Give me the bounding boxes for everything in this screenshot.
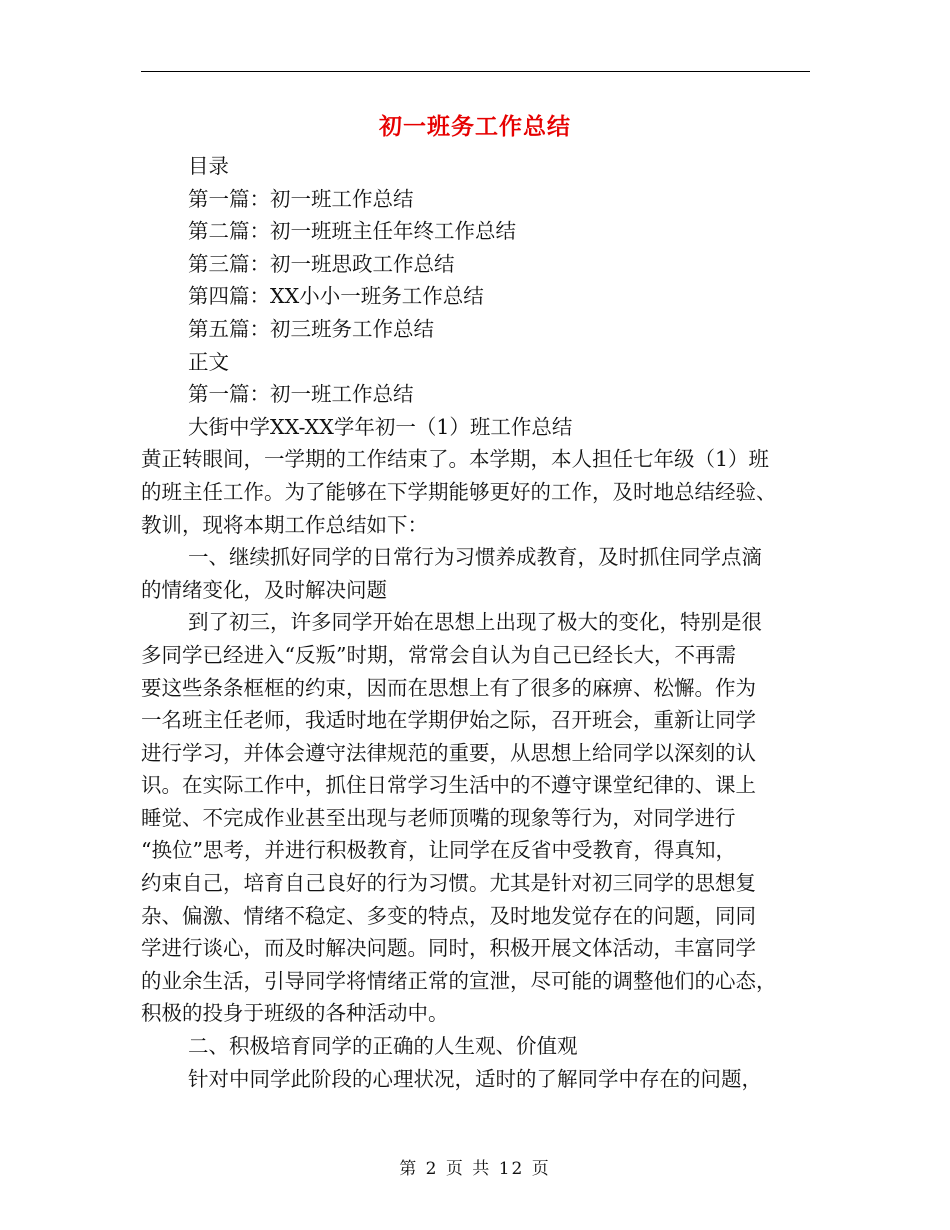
paragraph-line: 的情绪变化，及时解决问题 — [141, 577, 387, 602]
paragraph-line: 教训，现将本期工作总结如下： — [141, 512, 428, 537]
paragraph-line: 积极的投身于班级的各种活动中。 — [141, 1001, 449, 1026]
toc-item: 第三篇：初一班思政工作总结 — [188, 251, 455, 276]
paragraph-line: 的班主任工作。为了能够在下学期能够更好的工作，及时地总结经验、 — [141, 479, 777, 504]
paragraph-line: “换位”思考，并进行积极教育，让同学在反省中受教育，得真知， — [141, 838, 736, 863]
paragraph-line: 进行学习，并体会遵守法律规范的重要，从思想上给同学以深刻的认 — [141, 740, 756, 765]
page-number: 第 2 页 共 12 页 — [399, 1159, 551, 1179]
paragraph-line: 杂、偏激、情绪不稳定、多变的特点，及时地发觉存在的问题，同同 — [141, 903, 756, 928]
toc-heading: 目录 — [188, 154, 229, 178]
paragraph-line: 学进行谈心，而及时解决问题。同时，积极开展文体活动，丰富同学 — [141, 936, 756, 961]
paragraph-line: 到了初三，许多同学开始在思想上出现了极大的变化，特别是很 — [188, 610, 762, 635]
paragraph-line: 一名班主任老师，我适时地在学期伊始之际，召开班会，重新让同学 — [141, 708, 756, 733]
toc-item: 第二篇：初一班班主任年终工作总结 — [188, 219, 516, 244]
header-rule — [141, 71, 810, 72]
section-heading: 第一篇：初一班工作总结 — [188, 382, 414, 407]
paragraph-line: 针对中同学此阶段的心理状况，适时的了解同学中存在的问题， — [188, 1066, 762, 1091]
toc-item: 第一篇：初一班工作总结 — [188, 186, 414, 211]
paragraph-line: 的业余生活，引导同学将情绪正常的宣泄，尽可能的调整他们的心态， — [141, 968, 777, 993]
toc-item: 第四篇：XX小小一班务工作总结 — [188, 284, 484, 309]
paragraph-line: 多同学已经进入“反叛”时期，常常会自认为自己已经长大，不再需 — [141, 642, 736, 667]
toc-item: 第五篇：初三班务工作总结 — [188, 316, 434, 341]
paragraph-line: 要这些条条框框的约束，因而在思想上有了很多的麻痹、松懈。作为 — [141, 675, 756, 700]
paragraph-line: 约束自己，培育自己良好的行为习惯。尤其是针对初三同学的思想复 — [141, 871, 756, 896]
body-heading: 正文 — [188, 349, 229, 374]
paragraph-line: 识。在实际工作中，抓住日常学习生活中的不遵守课堂纪律的、课上 — [141, 773, 756, 798]
document-body — [141, 150, 810, 1095]
paragraph-line: 一、继续抓好同学的日常行为习惯养成教育，及时抓住同学点滴 — [188, 545, 762, 570]
section-subtitle: 大街中学XX-XX学年初一（1）班工作总结 — [188, 414, 573, 439]
paragraph-line: 二、积极培育同学的正确的人生观、价值观 — [188, 1034, 578, 1059]
paragraph-line: 睡觉、不完成作业甚至出现与老师顶嘴的现象等行为，对同学进行 — [141, 805, 736, 830]
paragraph-line: 黄正转眼间，一学期的工作结束了。本学期，本人担任七年级（1）班 — [141, 447, 770, 472]
document-title: 初一班务工作总结 — [379, 113, 571, 140]
